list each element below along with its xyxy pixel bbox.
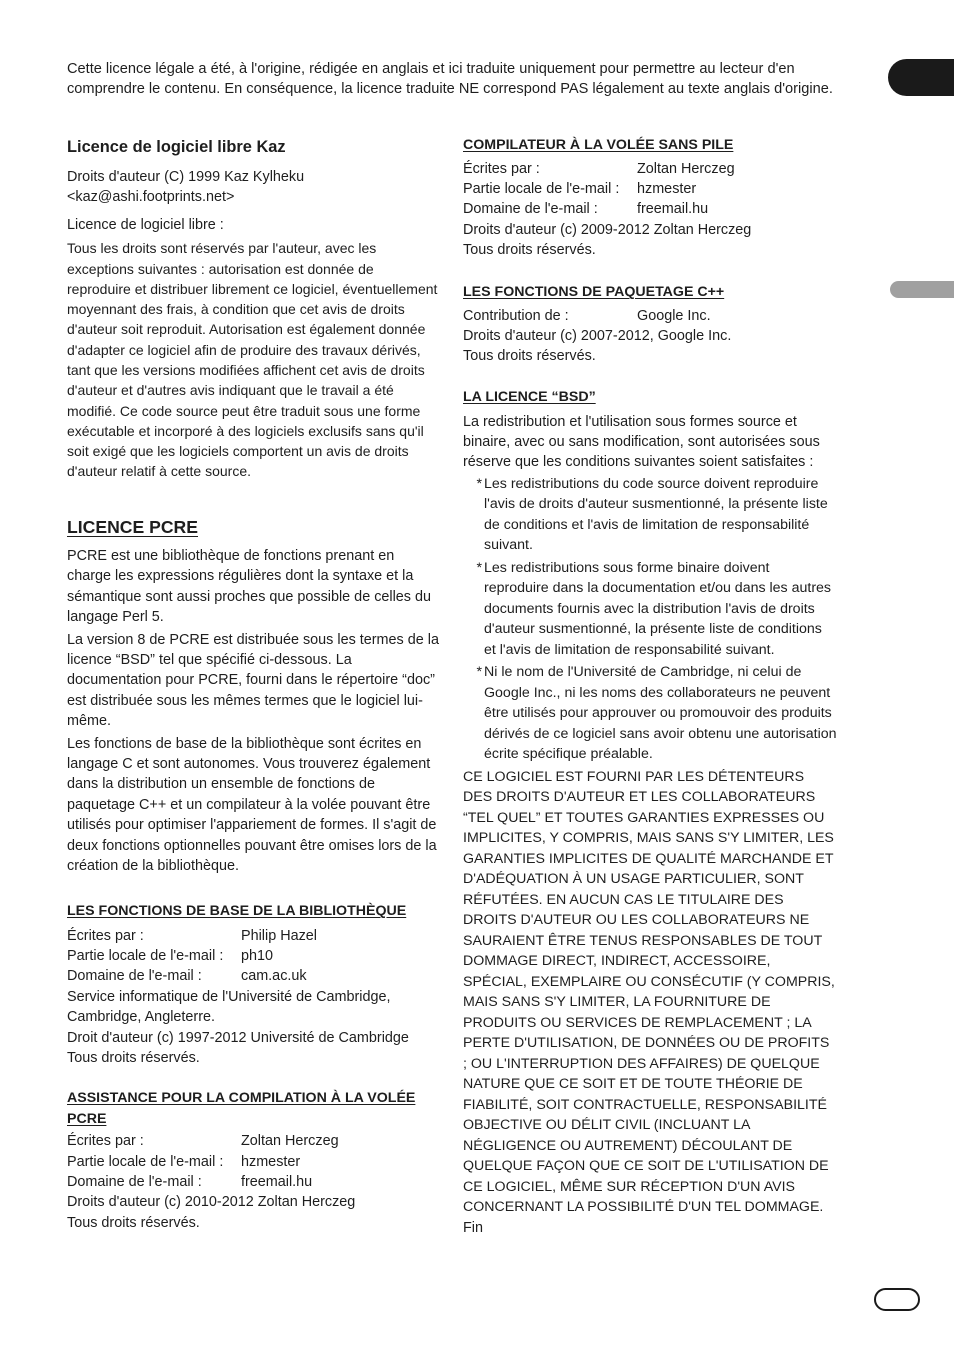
- bsd-license-title: LA LICENCE “BSD”: [463, 389, 596, 405]
- base-library-section: [67, 901, 439, 1068]
- kaz-license-label: Licence de logiciel libre :: [67, 216, 224, 233]
- list-item: [463, 558, 837, 661]
- contributor-label: Contribution de :: [463, 307, 569, 324]
- pcre-paragraph-2: La version 8 de PCRE est distribuée sous les termes de la licence “BSD” tel que spécifié ci-dessous. La documentation pour PCRE, fourni dans le répertoire “doc” est distribuée sous les mêmes termes que le logiciel lui-même.: [67, 631, 439, 730]
- section-tab-marker: [890, 281, 954, 298]
- email-local-value: hzmester: [241, 1153, 301, 1170]
- bsd-condition-2: Les redistributions sous forme binaire doivent reproduire dans la documentation et/ou dans les autres documents fournis avec la distribution l'avis de droits d'auteur susmentionné, la présente liste de conditions et l'avis de limitation de responsabilité suivant.: [484, 559, 832, 658]
- language-tab-marker: [888, 59, 954, 96]
- email-local-row: [463, 179, 837, 199]
- page-number-badge: [874, 1288, 920, 1311]
- email-domain-label: Domaine de l'e-mail :: [67, 1174, 202, 1190]
- contributor-row: [463, 306, 837, 326]
- email-domain-label: Domaine de l'e-mail :: [67, 968, 202, 985]
- email-domain-row: [67, 1172, 439, 1192]
- email-local-value: hzmester: [637, 181, 697, 197]
- base-organization: Service informatique de l'Université de Cambridge, Cambridge, Angleterre.: [67, 988, 391, 1026]
- author-value: Zoltan Herczeg: [637, 160, 735, 177]
- pcre-license-title: LICENCE PCRE: [67, 517, 198, 537]
- jit-stackless-section: [463, 135, 837, 261]
- jit-support-copyright: Droits d'auteur (c) 2010-2012 Zoltan Herczeg: [67, 1194, 356, 1211]
- base-rights-reserved: Tous droits réservés.: [67, 1050, 200, 1067]
- author-label: Écrites par :: [463, 160, 540, 177]
- list-item: [463, 474, 837, 556]
- pcre-license-section: [67, 516, 439, 877]
- email-domain-value: freemail.hu: [637, 201, 709, 218]
- jit-support-rights-reserved: Tous droits réservés.: [67, 1214, 200, 1231]
- email-local-row: [67, 946, 439, 966]
- cpp-rights-reserved: Tous droits réservés.: [463, 348, 596, 365]
- email-domain-row: [67, 966, 439, 986]
- email-domain-value: freemail.hu: [241, 1174, 313, 1190]
- kaz-license-body: Tous les droits sont réservés par l'auteur, avec les exceptions suivantes : autorisation est donnée de reproduire et distribuer librement ce logiciel, éventuellement moyennant des frais, à condition que cet avis de droits d'auteur soit reproduit. Autorisation est également donnée d'adapter ce logiciel afin de produire des travaux dérivés, tant que les versions modifiées affichent cet avis de droits d'auteur et d'autres avis indiquant que le travail a été modifié. Ce code source peut être traduit sous une forme exécutable et incorporé à des logiciels exclusifs sans qu'il soit exigé que les logiciels comportent un avis de droits d'auteur relatif à cette source.: [67, 240, 438, 480]
- author-row: [67, 926, 439, 946]
- email-domain-value: cam.ac.uk: [241, 968, 307, 985]
- pcre-paragraph-1: PCRE est une bibliothèque de fonctions prenant en charge les expressions régulières dont la syntaxe et la sémantique sont aussi proches que possible de celles du langage Perl 5.: [67, 548, 431, 626]
- email-local-row: [67, 1152, 439, 1172]
- list-item: [463, 662, 837, 765]
- bullet-asterisk: *: [476, 664, 482, 681]
- translation-notice: Cette licence légale a été, à l'origine, rédigée en anglais et ici traduite uniquement pour permettre au lecteur d'en comprendre le contenu. En conséquence, la licence traduite NE correspond PAS légalement au texte anglais d'origine.: [67, 61, 833, 98]
- jit-stackless-rights-reserved: Tous droits réservés.: [463, 242, 596, 259]
- bsd-condition-1: Les redistributions du code source doivent reproduire l'avis de droits d'auteur susmentionné, la présente liste de conditions et l'avis de limitation de responsabilité suivant.: [484, 475, 828, 554]
- email-local-label: Partie locale de l'e-mail :: [463, 181, 620, 197]
- pcre-paragraph-3: Les fonctions de base de la bibliothèque sont écrites en langage C et sont autonomes. Vous trouverez également dans la distribution un ensemble de fonctions de paquetage C++ et un compilateur à la volée pouvant être utilisés pour optimiser l'appariement de formes. Il s'agit de deux fonctions optionnelles pouvant être omises lors de la création de la bibliothèque.: [67, 735, 437, 875]
- bsd-disclaimer: CE LOGICIEL EST FOURNI PAR LES DÉTENTEURS DES DROITS D'AUTEUR ET LES COLLABORATEURS “TEL QUEL” ET TOUTES GARANTIES EXPRESSES OU IMPLICITES, Y COMPRIS, MAIS SANS S'Y LIMITER, LES GARANTIES IMPLICITES DE QUALITÉ MARCHANDE ET D'ADÉQUATION À UN USAGE PARTICULIER, SONT RÉFUTÉES. EN AUCUN CAS LE TITULAIRE DES DROITS D'AUTEUR OU LES COLLABORATEURS NE SAURAIENT ÊTRE TENUS RESPONSABLES DE TOUT DOMMAGE DIRECT, INDIRECT, ACCESSOIRE, SPÉCIAL, EXEMPLAIRE OU CONSÉCUTIF (Y COMPRIS, MAIS SANS S'Y LIMITER, LA FOURNITURE DE PRODUITS OU SERVICES DE REMPLACEMENT ; LA PERTE D'UTILISATION, DE DONNÉES OU DE PROFITS ; OU L'INTERRUPTION DES AFFAIRES) DE QUELQUE NATURE QUE CE SOIT ET DE TOUTE THÉORIE DE FIABILITÉ, SOIT CONTRACTUELLE, RESPONSABILITÉ OBJECTIVE OU DÉLIT CIVIL (INCLUANT LA NÉGLIGENCE OU AUTREMENT) DÉCOULANT DE QUELQUE FAÇON QUE CE SOIT DE L'UTILISATION DE CE LOGICIEL, MÊME SUR RÉCEPTION D'UN AVIS CONCERNANT LA POSSIBILITÉ D'UN TEL DOMMAGE.: [463, 768, 835, 1216]
- email-domain-row: [463, 199, 837, 219]
- cpp-wrappers-title: LES FONCTIONS DE PAQUETAGE C++: [463, 284, 725, 300]
- author-label: Écrites par :: [67, 927, 144, 944]
- bsd-license-section: [463, 387, 837, 1238]
- bsd-conditions-list: [463, 474, 837, 765]
- email-local-label: Partie locale de l'e-mail :: [67, 948, 224, 964]
- cpp-copyright: Droits d'auteur (c) 2007-2012, Google Inc.: [463, 328, 732, 344]
- author-value: Philip Hazel: [241, 927, 317, 944]
- email-domain-label: Domaine de l'e-mail :: [463, 201, 598, 218]
- kaz-license-section: [67, 136, 439, 482]
- jit-stackless-copyright: Droits d'auteur (c) 2009-2012 Zoltan Herczeg: [463, 221, 752, 238]
- jit-support-title: ASSISTANCE POUR LA COMPILATION À LA VOLÉE PCRE: [67, 1090, 416, 1127]
- base-copyright: Droit d'auteur (c) 1997-2012 Université de Cambridge: [67, 1029, 409, 1046]
- end-marker: Fin: [463, 1219, 483, 1236]
- email-local-label: Partie locale de l'e-mail :: [67, 1153, 224, 1170]
- jit-stackless-title: COMPILATEUR À LA VOLÉE SANS PILE: [463, 137, 734, 153]
- author-value: Zoltan Herczeg: [241, 1133, 339, 1150]
- bsd-condition-3: Ni le nom de l'Université de Cambridge, ni celui de Google Inc., ni les noms des collaborateurs ne peuvent être utilisés pour approuver ou promouvoir des produits dérivés de ce logiciel sans avoir obtenu une autorisation écrite spécifique préalable.: [484, 664, 837, 763]
- base-library-title: LES FONCTIONS DE BASE DE LA BIBLIOTHÈQUE: [67, 903, 407, 919]
- email-local-value: ph10: [241, 948, 274, 964]
- author-row: [67, 1131, 439, 1151]
- author-label: Écrites par :: [67, 1133, 144, 1150]
- cpp-wrappers-section: [463, 282, 837, 367]
- kaz-copyright: Droits d'auteur (C) 1999 Kaz Kylheku <kaz@ashi.footprints.net>: [67, 169, 305, 206]
- bullet-asterisk: *: [476, 559, 482, 576]
- kaz-license-title: Licence de logiciel libre Kaz: [67, 138, 286, 156]
- jit-support-section: [67, 1088, 439, 1233]
- bullet-asterisk: *: [476, 475, 482, 492]
- author-row: [463, 159, 837, 179]
- bsd-intro: La redistribution et l'utilisation sous formes source et binaire, avec ou sans modification, sont autorisées sous réserve que les conditions suivantes soient satisfaites :: [463, 413, 820, 471]
- contributor-value: Google Inc.: [637, 307, 711, 324]
